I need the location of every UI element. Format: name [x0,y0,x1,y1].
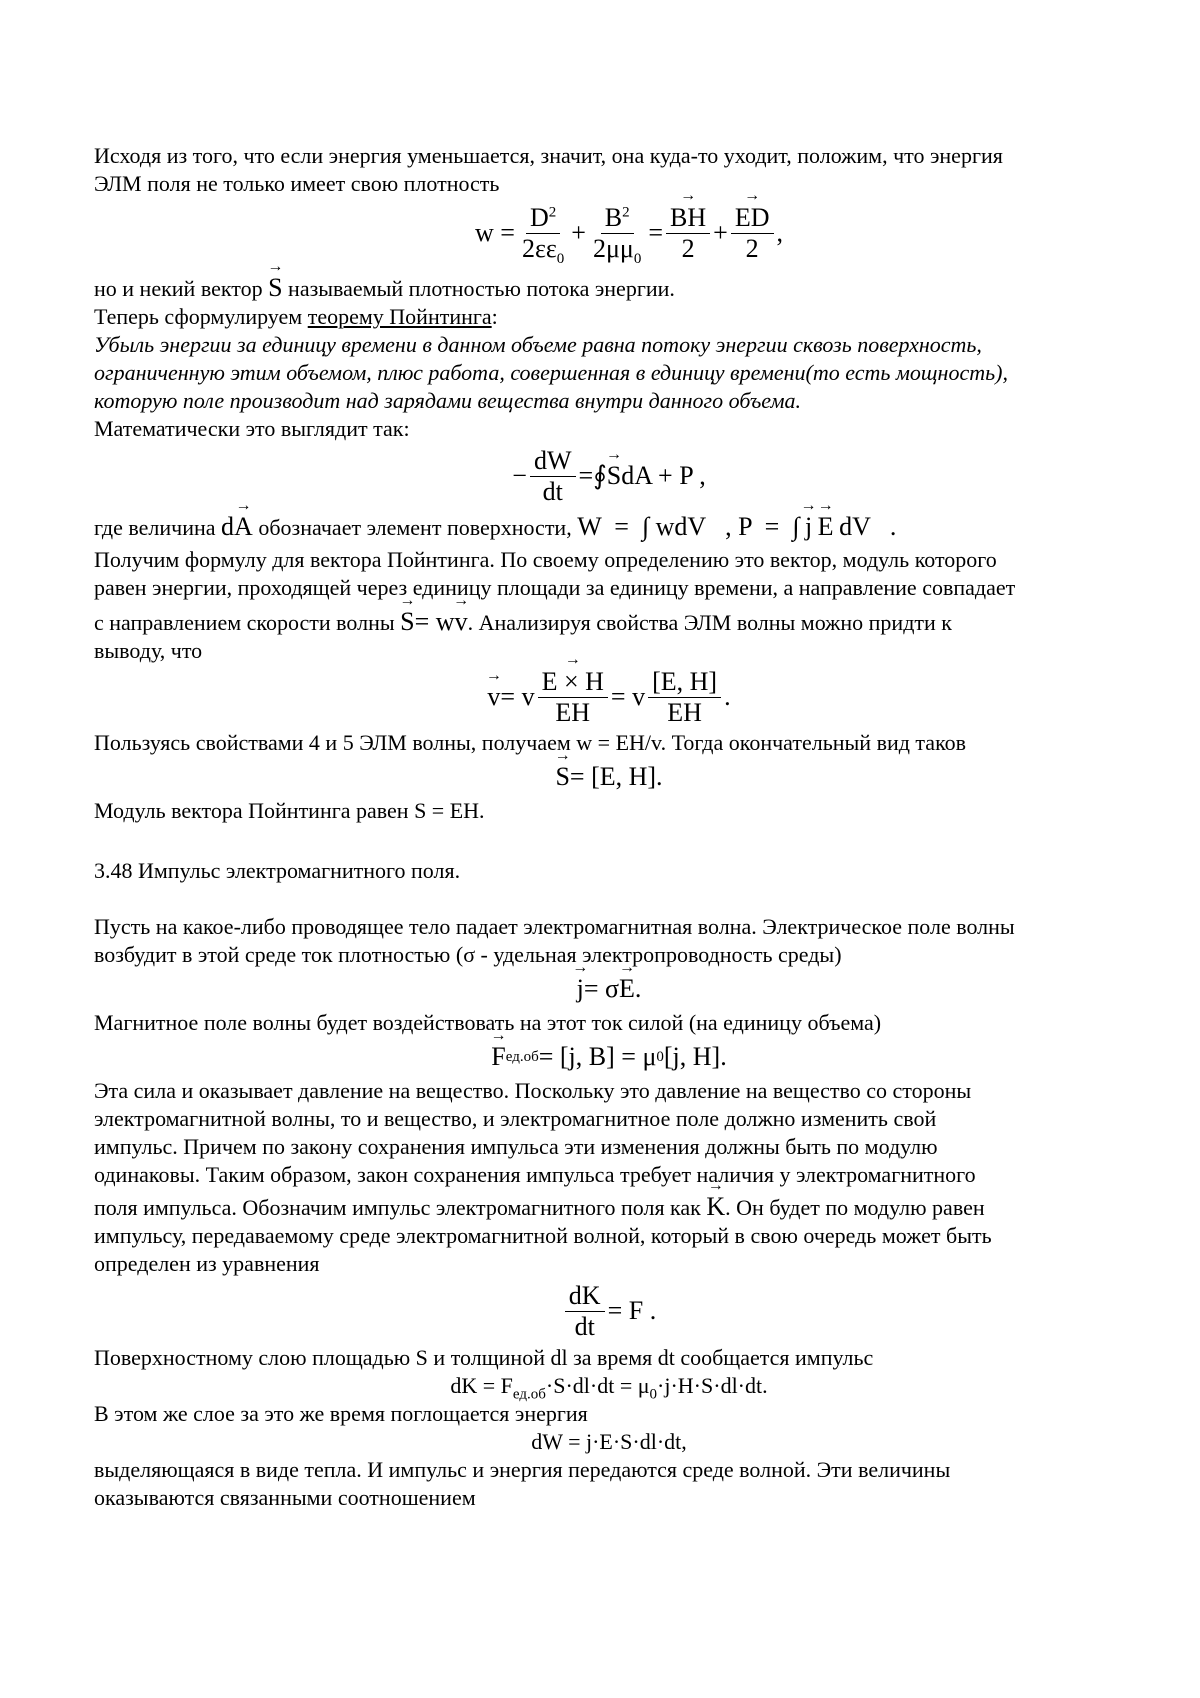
paragraph-line: Модуль вектора Пойнтинга равен S = EH. [94,798,485,823]
formula-force: → F ед.об = [j, B] = μ 0 [j, H]. [94,1037,1124,1077]
paragraph-line: Магнитное поле волны будет воздействовать на этот ток силой (на единицу объема) [94,1010,882,1035]
formula-current-density: → j = σ → E . [94,969,1124,1009]
paragraph-line: Исходя из того, что если энергия уменьшается, значит, она куда-то уходит, положим, что энергия [94,143,1003,168]
paragraph-line: электромагнитной волны, то и вещество, и электромагнитное поле должно изменить свой [94,1106,937,1131]
paragraph-line: одинаковы. Таким образом, закон сохранения импульса требует наличия у электромагнитного [94,1162,976,1187]
paragraph-line: Пусть на какое-либо проводящее тело падает электромагнитная волна. Электрическое поле волны [94,914,1015,939]
math-text: w = [475,218,515,247]
paragraph-line: Математически это выглядит так: [94,416,410,441]
paragraph-line: возбудит в этой среде ток плотностью (σ - удельная электропроводность среды) [94,942,842,967]
fraction: $\frac{dK}{dt}$ [565,1281,605,1342]
paragraph-line: импульс. Причем по закону сохранения импульса эти изменения должны быть по модулю [94,1134,938,1159]
paragraph-line: равен энергии, проходящей через единицу площади за единицу времени, а направление совпадает [94,575,1016,600]
formula-dK: dK = $F_{ед.об}\cdot S\cdot dl\cdot dt = \mu_0\cdot j\cdot H\cdot S\cdot dl\cdot dt$. [450,1373,768,1403]
theorem-line: которую поле производит над зарядами вещества внутри данного объема. [94,388,802,413]
formula-energy-density: w = $\frac{D^2}{2\varepsilon\varepsilon_0}$ + $\frac{B^2}{2\mu\mu_0}$ = → $\frac{BH}{2}$ + → $\frac{ED}{2}$ , [134,198,1124,268]
fraction: $\frac{[E, H]}{EH}$ [648,667,721,728]
paragraph-line: импульсу, передаваемому среде электромагнитной волной, который в свою очередь может быть [94,1223,992,1248]
formula-poynting-theorem: − $\frac{dW}{dt}$ = ∮ → S dA + P , [94,443,1124,509]
paragraph-line: оказываются связанными соотношением [94,1485,476,1510]
formula-poynting-vector: → S = [E, H]. [94,757,1124,797]
paragraph-line: где величина d→ A обозначает элемент поверхности, W = ∫ wdV , P = ∫ → j → E dV . [94,513,1124,542]
paragraph-line: выделяющаяся в виде тепла. И импульс и энергия передаются среде волной. Эти величины [94,1457,951,1482]
paragraph-line: выводу, что [94,638,203,663]
paragraph-line: Пользуясь свойствами 4 и 5 ЭЛМ волны, получаем w = EH/v. Тогда окончательный вид таков [94,730,967,755]
formula-velocity: → v = v → $\frac{E \times H}{EH}$ = v $\frac{[E, H]}{EH}$ . [94,665,1124,729]
theorem-link[interactable]: теорему Пойнтинга [307,304,492,329]
paragraph-line: Теперь сформулируем теорему Пойнтинга: [94,304,498,329]
paragraph-line: ЭЛМ поля не только имеет свою плотность [94,171,500,196]
fraction: $\frac{D^2}{2\varepsilon\varepsilon_0}$ [521,202,565,267]
fraction: → $\frac{E \times H}{EH}$ [538,667,608,728]
fraction: $\frac{dW}{dt}$ [530,446,576,507]
fraction: $\frac{B^2}{2\mu\mu_0}$ [592,202,642,267]
paragraph-line: поля импульса. Обозначим импульс электромагнитного поля как → K. Он будет по модулю равен [94,1193,1124,1222]
paragraph-line: но и некий вектор → S называемый плотностью потока энергии. [94,274,1124,303]
theorem-line: Убыль энергии за единицу времени в данном объеме равна потоку энергии сквозь поверхность, [94,332,982,357]
section-heading: 3.48 Импульс электромагнитного поля. [94,858,461,883]
formula-momentum-derivative: $\frac{dK}{dt}$ = F . [94,1278,1124,1344]
paragraph-line: Эта сила и оказывает давление на вещество. Поскольку это давление на вещество со стороны [94,1078,972,1103]
paragraph-line: с направлением скорости волны → S= w→ v. Анализируя свойства ЭЛМ волны можно придти к [94,608,1124,637]
paragraph-line: Поверхностному слою площадью S и толщиной dl за время dt сообщается импульс [94,1345,874,1370]
document-content [94,142,1124,1512]
fraction: → $\frac{BH}{2}$ [666,203,710,264]
paragraph-line: В этом же слое за это же время поглощается энергия [94,1401,588,1426]
paragraph-line: определен из уравнения [94,1251,320,1276]
theorem-line: ограниченную этим объемом, плюс работа, совершенная в единицу времени(то есть мощность), [94,360,1008,385]
formula-dW: dW = j·E·S·dl·dt, [531,1429,687,1454]
fraction: → $\frac{ED}{2}$ [731,203,774,264]
paragraph-line: Получим формулу для вектора Пойнтинга. По своему определению это вектор, модуль которого [94,547,997,572]
